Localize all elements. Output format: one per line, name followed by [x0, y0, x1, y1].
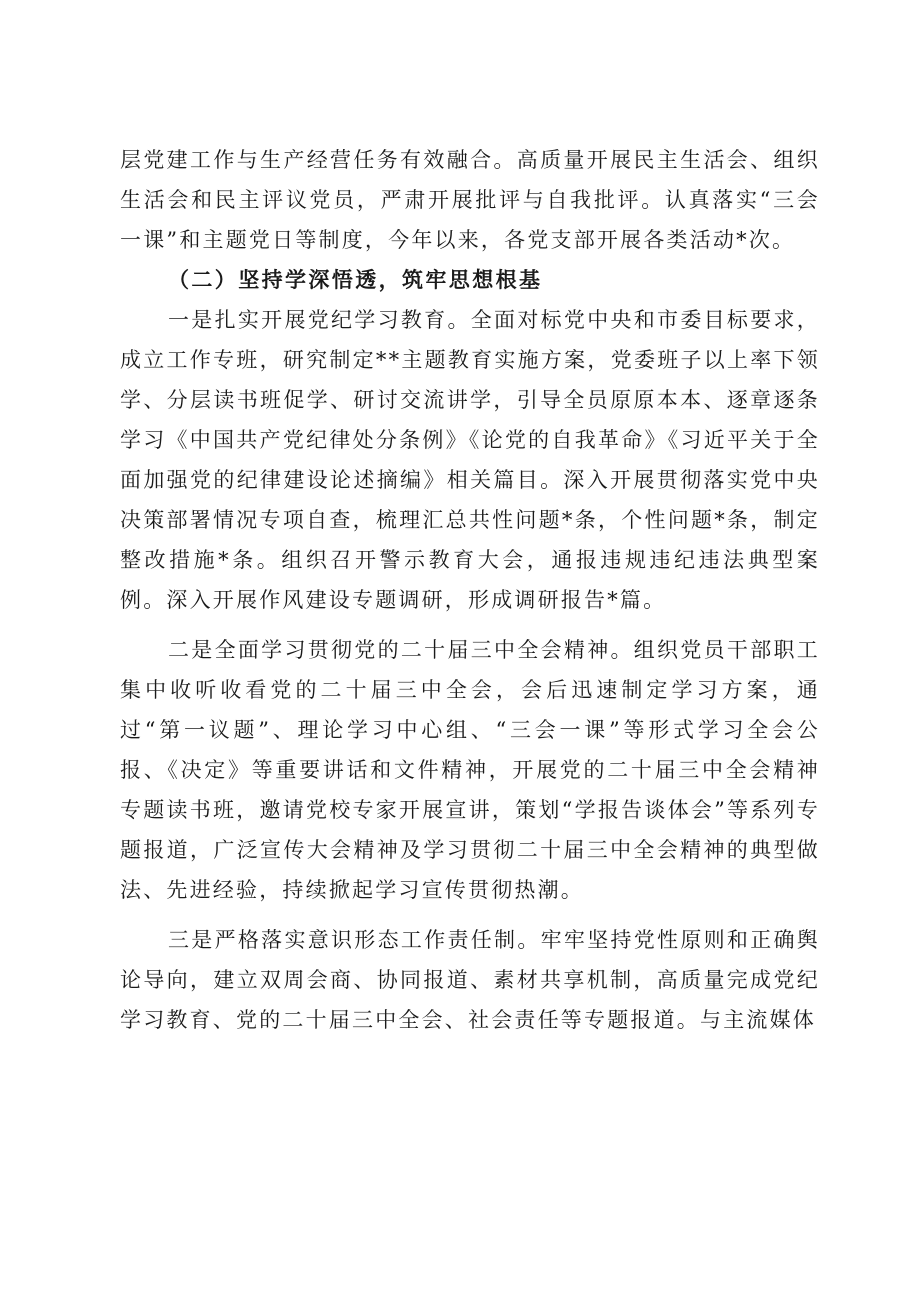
- paragraph-spacer: [120, 620, 820, 630]
- paragraph-ideology-responsibility: 三是严格落实意识形态工作责任制。牢牢坚持党性原则和正确舆论导向，建立双周会商、协同报道、素材共享机制，高质量完成党纪学习教育、党的二十届三中全会、社会责任等专题报道。与主流媒体: [120, 928, 820, 1032]
- document-body: [120, 140, 820, 1040]
- paragraph-plenary-session: 二是全面学习贯彻党的二十届三中全会精神。组织党员干部职工集中收听收看党的二十届三中全会，会后迅速制定学习方案，通过“第一议题”、理论学习中心组、“三会一课”等形式学习全会公报、《决定》等重要讲话和文件精神，开展党的二十届三中全会精神专题读书班，邀请党校专家开展宣讲，策划“学报告谈体会”等系列专题报道，广泛宣传大会精神及学习贯彻二十届三中全会精神的典型做法、先进经验，持续掀起学习宣传贯彻热潮。: [120, 638, 820, 902]
- section-heading: （二）坚持学深悟透，筑牢思想根基: [168, 268, 543, 292]
- paragraph-party-discipline: 一是扎实开展党纪学习教育。全面对标党中央和市委目标要求，成立工作专班，研究制定**主题教育实施方案，党委班子以上率下领学、分层读书班促学、研讨交流讲学，引导全员原原本本、逐章逐条学习《中国共产党纪律处分条例》《论党的自我革命》《习近平关于全面加强党的纪律建设论述摘编》相关篇目。深入开展贯彻落实党中央决策部署情况专项自查，梳理汇总共性问题*条，个性问题*条，制定整改措施*条。组织召开警示教育大会，通报违规违纪违法典型案例。深入开展作风建设专题调研，形成调研报告*篇。: [120, 308, 820, 612]
- intro-paragraph: 层党建工作与生产经营任务有效融合。高质量开展民主生活会、组织生活会和民主评议党员，严肃开展批评与自我批评。认真落实“三会一课”和主题党日等制度，今年以来，各党支部开展各类活动*次。: [120, 148, 820, 252]
- paragraph-spacer: [120, 910, 820, 920]
